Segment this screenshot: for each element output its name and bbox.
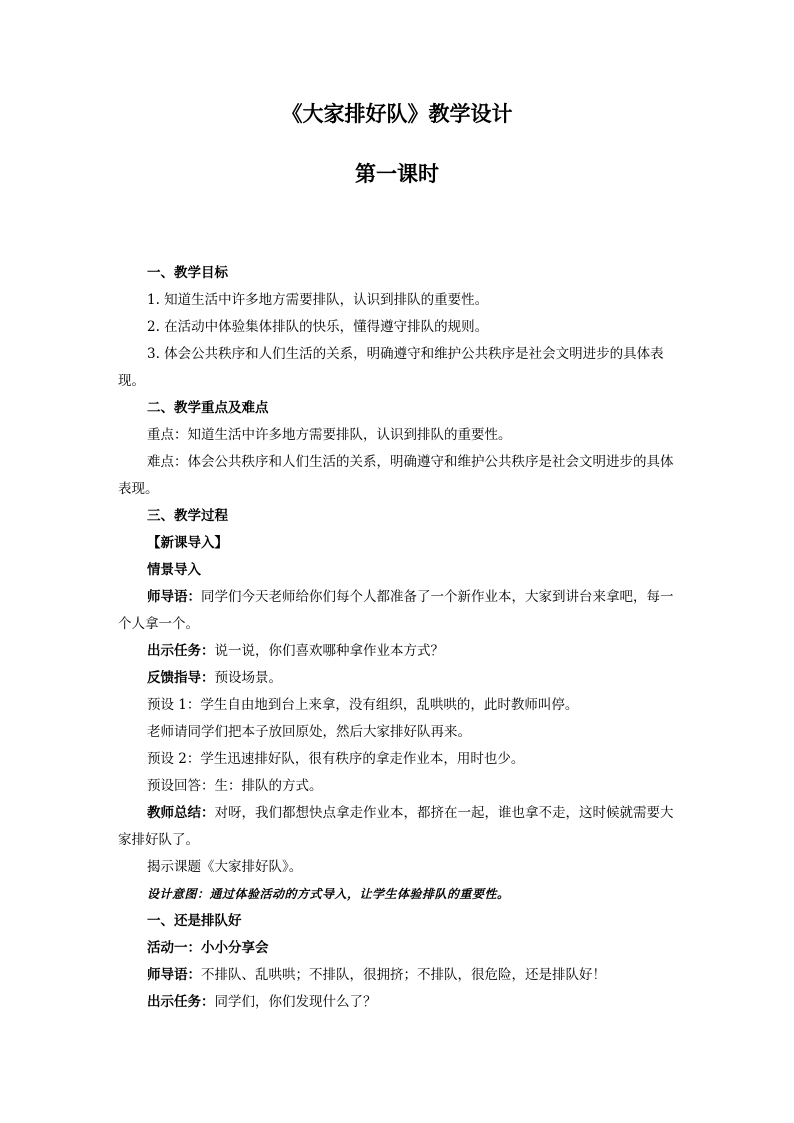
difficulty-text: 体会公共秩序和人们生活的关系，明确遵守和维护公共秩序是社会文明进步的具体表现。	[118, 454, 674, 497]
section-heading-process: 三、教学过程	[147, 508, 228, 524]
reveal-line: 揭示课题《大家排好队》。	[147, 859, 303, 875]
scene-heading: 情景导入	[147, 562, 201, 578]
difficulty-label: 难点：	[147, 454, 188, 470]
preset-2: 预设 2：学生迅速排好队，很有秩序的拿走作业本，用时也少。	[147, 751, 525, 767]
summary-paragraph	[118, 800, 678, 854]
document-subtitle: 第一课时	[355, 161, 439, 186]
focus-label: 重点：	[147, 427, 188, 443]
preset-answer: 预设回答：生：排队的方式。	[147, 778, 323, 794]
preset-1: 预设 1：学生自由地到台上来拿，没有组织，乱哄哄的，此时教师叫停。	[147, 697, 579, 713]
task-text: 说一说，你们喜欢哪种拿作业本方式？	[214, 643, 444, 659]
goal-item-2: 2. 在活动中体验集体排队的快乐，懂得遵守排队的规则。	[147, 319, 489, 335]
section-heading-focus: 二、教学重点及难点	[147, 400, 269, 416]
design-note: 设计意图：通过体验活动的方式导入，让学生体验排队的重要性。	[147, 887, 510, 901]
summary-label: 教师总结：	[147, 805, 215, 821]
goal-item-1: 1. 知道生活中许多地方需要排队，认识到排队的重要性。	[147, 292, 489, 308]
teacher-guide-label: 师导语：	[147, 967, 201, 983]
focus-text: 知道生活中许多地方需要排队，认识到排队的重要性。	[187, 427, 512, 443]
document-title: 《大家排好队》教学设计	[281, 101, 513, 126]
document-body	[118, 260, 678, 1016]
intro-heading: 【新课导入】	[147, 535, 228, 551]
teacher-line: 老师请同学们把本子放回原处，然后大家排好队再来。	[147, 724, 471, 740]
teacher-intro-text: 同学们今天老师给你们每个人都准备了一个新作业本，大家到讲台来拿吧，每一个人拿一个。	[118, 589, 674, 632]
feedback-text: 预设场景。	[214, 670, 282, 686]
activity-heading: 活动一：小小分享会	[147, 940, 269, 956]
section-heading-goals: 一、教学目标	[147, 265, 228, 281]
summary-text: 对呀，我们都想快点拿走作业本，都挤在一起，谁也拿不走，这时候就需要大家排好队了。	[118, 805, 674, 848]
feedback-label: 反馈指导：	[147, 670, 215, 686]
feedback-paragraph	[118, 665, 678, 692]
task2-paragraph	[118, 989, 678, 1016]
focus-paragraph	[118, 422, 678, 449]
difficulty-paragraph	[118, 449, 678, 503]
task-label: 出示任务：	[147, 643, 215, 659]
part1-heading: 一、还是排队好	[147, 913, 242, 929]
teacher-guide-paragraph	[118, 962, 678, 989]
teacher-intro-label: 师导语：	[147, 589, 201, 605]
task-paragraph	[118, 638, 678, 665]
teacher-guide-text: 不排队、乱哄哄；不排队，很拥挤；不排队，很危险，还是排队好！	[201, 967, 606, 983]
teacher-intro-paragraph	[118, 584, 678, 638]
task2-label: 出示任务：	[147, 994, 215, 1010]
task2-text: 同学们，你们发现什么了？	[214, 994, 377, 1010]
goal-item-3: 3. 体会公共秩序和人们生活的关系，明确遵守和维护公共秩序是社会文明进步的具体表现。	[118, 346, 664, 389]
